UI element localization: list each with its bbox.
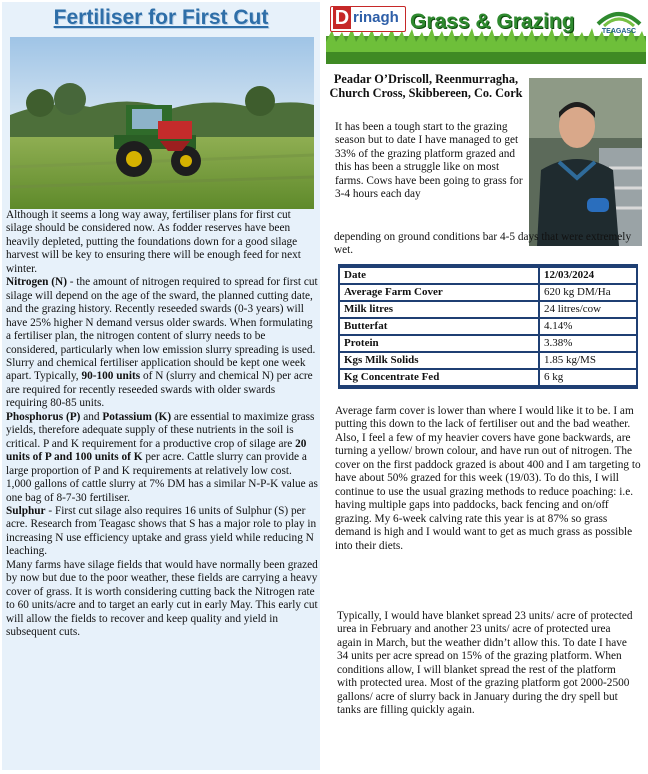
left-column <box>2 2 320 770</box>
closing-paragraph: Many farms have silage fields that would have normally been grazed by now but due to the poor weather, these fields are carrying a heavy cover of grass. It is worth considering cutting back the Nitrogen rate to 60 units/acre and to target an early cut in early May. This early cut will allow the fields to recover and keep quality and yield in subsequent cuts. <box>6 558 318 639</box>
table-value: 4.14% <box>540 319 636 334</box>
section-title: Grass & Grazing <box>410 10 575 33</box>
table-value: 3.38% <box>540 336 636 351</box>
table-row <box>340 319 636 334</box>
nitrogen-rate: 90-100 units <box>81 370 141 383</box>
sulphur-paragraph <box>6 505 319 559</box>
table-row <box>340 370 636 385</box>
drinagh-logo <box>330 6 406 32</box>
farm-cover-paragraph: Average farm cover is lower than where I would like it to be. I am putting this down to the lack of fertiliser out and the bad weather. Also, I feel a few of my heavier covers have gone backwards, are turning a yellow/ brown colour, and have run out of nitrogen. The cover on the first paddock grazed is about 400 and I am targeting to have about 50% grazed for this week (19/03). To do this, I will continue to use the usual grazing methods to reduce poaching: i.e. having multiple gaps into paddocks, back fencing and on/off grazing. My 6-week calving rate this year is at 87% so grass demand is high and I would want to get as much grass as possible into their diets. <box>335 405 641 552</box>
table-value: 620 kg DM/Ha <box>540 285 636 300</box>
table-label: Milk litres <box>340 302 538 317</box>
pk-text-2: per acre. Cattle slurry can provide a large proportion of P and K requirements at relatively low cost. 1,000 gallons of cattle slurry at 7% DM has a similar N-P-K value as one bag of 8-7-30 fertiliser. <box>6 451 318 504</box>
pk-text: are essential to maximize grass yields, therefore adequate supply of these nutrients in the soil is critical. P and K requirement for a productive crop of silage are <box>6 410 315 450</box>
pk-rate: 20 units of P and 100 units of K <box>6 437 307 464</box>
table-row <box>340 268 636 283</box>
intro-paragraph: Although it seems a long way away, fertiliser plans for first cut silage should be considered now. As fodder reserves have been heavily depleted, putting the foundations down for a good silage harvest will be key to ensuring there will be enough feed for next winter. <box>6 209 301 275</box>
farmer-name: Peadar O’Driscoll, Reenmurragha, Church Cross, Skibbereen, Co. Cork <box>329 72 523 100</box>
teagasc-logo <box>594 2 644 36</box>
table-value: 1.85 kg/MS <box>540 353 636 368</box>
table-label: Butterfat <box>340 319 538 334</box>
table-value: 12/03/2024 <box>540 268 636 283</box>
table-label: Date <box>340 268 538 283</box>
article-title: Fertiliser for First Cut <box>53 6 269 29</box>
table-value: 24 litres/cow <box>540 302 636 317</box>
pk-paragraph <box>6 411 319 505</box>
phosphorus-heading: Phosphorus (P) <box>6 410 81 423</box>
table-label: Protein <box>340 336 538 351</box>
table-label: Kgs Milk Solids <box>340 353 538 368</box>
article-body <box>6 209 319 640</box>
farmer-photo <box>529 78 642 246</box>
table-row <box>340 353 636 368</box>
nitrogen-paragraph <box>6 276 319 411</box>
table-row <box>340 302 636 317</box>
sulphur-text: - First cut silage also requires 16 units of Sulphur (S) per acre. Research from Teagasc shows that S has a major role to play in increasing N use efficiency uptake and grass yield while reducing N leaching. <box>6 504 317 558</box>
drinagh-logo-text: rinagh <box>353 9 399 26</box>
farm-stats-table <box>338 264 638 389</box>
tractor-photo <box>10 37 314 209</box>
table-row <box>340 285 636 300</box>
nitrogen-text-2: of N (slurry and chemical N) per acre are required for recently reseeded swards with older swards requiring 80-85 units. <box>6 370 313 410</box>
table-label: Average Farm Cover <box>340 285 538 300</box>
fertiliser-paragraph: Typically, I would have blanket spread 23 units/ acre of protected urea in February and another 23 units/ acre of protected urea again in March, but the weather didn’t allow this. To date I have 34 units per acre spread on 15% of the grazing platform. When conditions allow, I will blanket spread the rest of the platform with protected urea. Most of the grazing platform got 2000-2500 gallons/ acre of slurry back in January during the dry spell but tanks are filling quickly again. <box>337 610 633 717</box>
intro-paragraph-right-continued: depending on ground conditions bar 4-5 days that were extremely wet. <box>334 231 632 257</box>
intro-paragraph-right: It has been a tough start to the grazing season but to date I have managed to get 33% of the grazing platform grazed and this has been a struggle like on most farms. Cows have been going to grass for 3-4 hours each day <box>335 121 523 201</box>
table-label: Kg Concentrate Fed <box>340 370 538 385</box>
nitrogen-heading: Nitrogen (N) <box>6 276 67 289</box>
grass-banner <box>326 2 646 64</box>
table-value: 6 kg <box>540 370 636 385</box>
right-column <box>326 2 646 770</box>
potassium-heading: Potassium (K) <box>102 410 172 423</box>
sulphur-heading: Sulphur <box>6 504 46 517</box>
teagasc-wordmark: TEAGASC <box>601 28 637 35</box>
table-row <box>340 336 636 351</box>
drinagh-logo-d: D <box>334 7 350 29</box>
nitrogen-text: - the amount of nitrogen required to spread for first cut silage will depend on the age of the sward, the planned cutting date, and the grazing history. Recently reseeded swards (0-3 years) will have 25% higher N demand versus older swards. When formulating a fertiliser plan, the nitrogen content of slurry needs to be considered, particularly when low emission slurry spreading is used. Slurry and chemical fertiliser application should be kept one week apart. Typically, <box>6 276 318 383</box>
pk-and: and <box>80 410 103 423</box>
